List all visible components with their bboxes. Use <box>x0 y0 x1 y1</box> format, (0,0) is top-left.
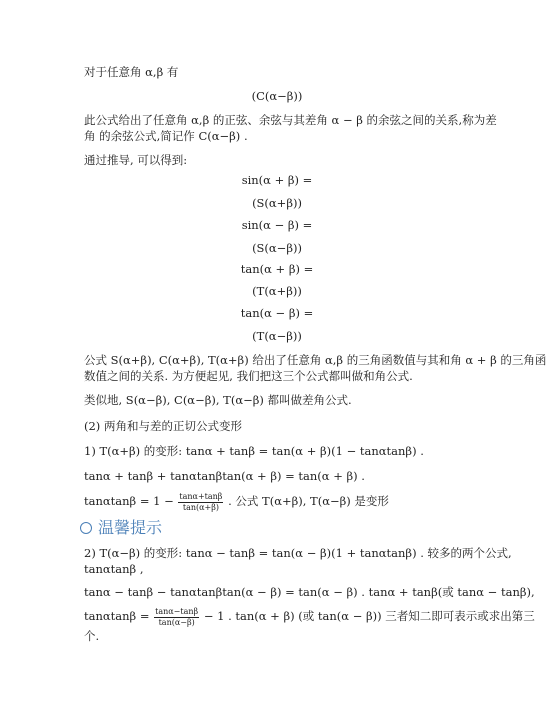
paragraph-line: 1) T(α+β) 的变形: tanα + tanβ = tan(α + β)(1 − tanαtanβ) . <box>84 444 424 458</box>
fraction-numerator: tanα+tanβ <box>179 491 223 501</box>
fraction-line <box>84 488 494 514</box>
formula-label: (S(α−β)) <box>252 241 302 255</box>
formula-line: tan(α + β) = <box>240 262 314 276</box>
paragraph-line: tanα − tanβ − tanαtanβtan(α − β) = tan(α − β) . tanα + tanβ(或 tanα − tanβ), <box>84 585 535 599</box>
paragraph-line: 个. <box>84 629 100 643</box>
formula-c-minus: (C(α−β)) <box>251 89 303 103</box>
fraction-denominator: tan(α−β) <box>158 617 195 627</box>
text-segment: − 1 . tan(α + β) (或 tan(α − β)) 三者知二即可表示或求出第三 <box>203 609 535 623</box>
circle-icon <box>80 522 92 534</box>
formula-label: (T(α+β)) <box>252 284 302 298</box>
formula-line: sin(α − β) = <box>241 218 313 232</box>
section-heading: (2) 两角和与差的正切公式变形 <box>84 419 242 433</box>
text-segment: . 公式 T(α+β), T(α−β) 是变形 <box>228 494 389 508</box>
paragraph-line: 公式 S(α+β), C(α+β), T(α+β) 给出了任意角 α,β 的三角函数值与其和角 α + β 的三角函 <box>84 353 547 367</box>
paragraph-line: tanαtanβ , <box>84 562 144 576</box>
paragraph-line: 数值之间的关系. 为方便起见, 我们把这三个公式都叫做和角公式. <box>84 369 413 383</box>
fraction-numerator: tanα−tanβ <box>155 606 199 616</box>
formula-line: tan(α − β) = <box>240 306 314 320</box>
paragraph-line: 类似地, S(α−β), C(α−β), T(α−β) 都叫做差角公式. <box>84 393 352 407</box>
paragraph-line: 2) T(α−β) 的变形: tanα − tanβ = tan(α − β)(1 + tanαtanβ) . 较多的两个公式, <box>84 546 512 560</box>
paragraph-line: 此公式给出了任意角 α,β 的正弦、余弦与其差角 α − β 的余弦之间的关系,称为差 <box>84 113 497 127</box>
paragraph-line: tanα + tanβ + tanαtanβtan(α + β) = tan(α + β) . <box>84 469 365 483</box>
formula-label: (T(α−β)) <box>252 329 302 343</box>
fraction-denominator: tan(α+β) <box>182 502 219 512</box>
intro-text: 对于任意角 α,β 有 <box>84 65 179 79</box>
formula-label: (S(α+β)) <box>252 196 302 210</box>
fraction <box>178 492 223 513</box>
text-segment: tanαtanβ = 1 − <box>84 494 174 508</box>
fraction <box>154 607 199 628</box>
formula-line: sin(α + β) = <box>241 173 313 187</box>
fraction-line <box>84 603 535 629</box>
paragraph-line: 通过推导, 可以得到: <box>84 153 188 167</box>
paragraph-line: 角 的余弦公式,简记作 C(α−β) . <box>84 129 248 143</box>
text-segment: tanαtanβ = <box>84 609 150 623</box>
tip-heading-text: 温馨提示 <box>98 518 163 537</box>
tip-heading <box>80 515 162 538</box>
